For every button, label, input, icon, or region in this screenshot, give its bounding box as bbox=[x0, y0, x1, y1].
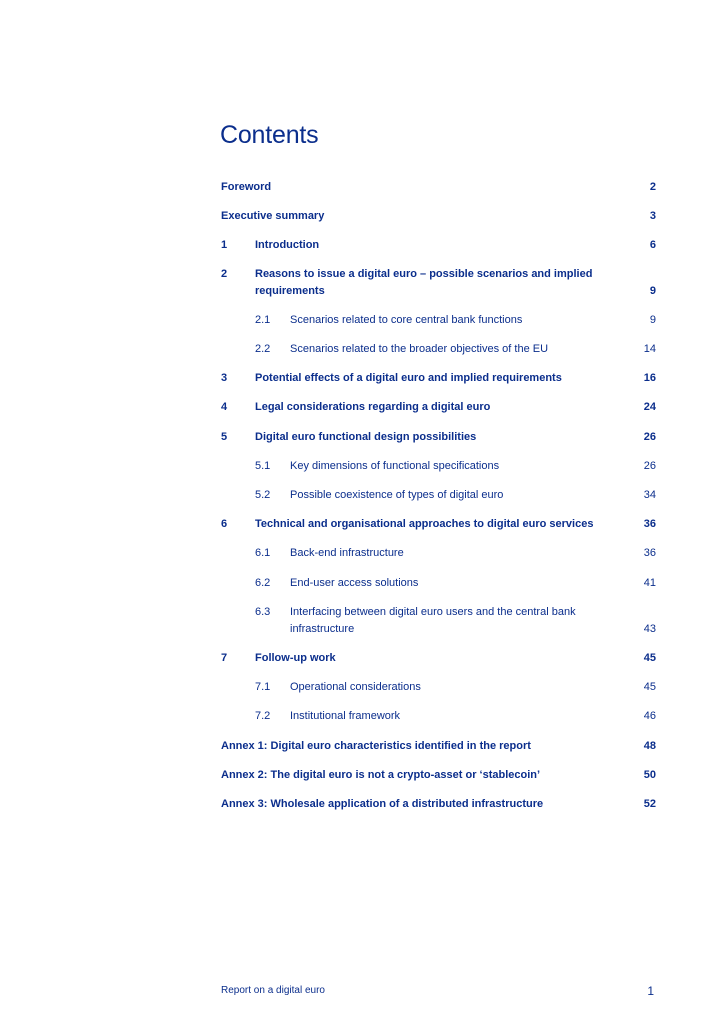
toc-entry-page: 43 bbox=[643, 623, 656, 635]
toc-entry-text: End-user access solutions bbox=[290, 577, 419, 589]
toc-entry-text: Operational considerations bbox=[290, 681, 421, 693]
toc-entry-text: Interfacing between digital euro users and the central bank infrastructure bbox=[290, 606, 576, 635]
toc-entry-text: Key dimensions of functional specifications bbox=[290, 460, 500, 472]
toc-entry-page: 24 bbox=[643, 401, 656, 413]
toc-entry-page: 48 bbox=[643, 740, 656, 752]
toc-entry-text: Possible coexistence of types of digital euro bbox=[290, 489, 504, 501]
toc-entry-text: Reasons to issue a digital euro – possible scenarios and implied requirements bbox=[255, 268, 593, 297]
toc-entry-number: 3 bbox=[221, 372, 228, 384]
toc-entry-page: 9 bbox=[649, 314, 656, 326]
toc-entry-page: 9 bbox=[649, 285, 656, 297]
toc-entry-text: Annex 2: The digital euro is not a crypto-asset or ‘stablecoin’ bbox=[221, 769, 541, 781]
toc-entry-page: 46 bbox=[643, 710, 656, 722]
toc-entry-page: 34 bbox=[643, 489, 656, 501]
toc-entry-page: 16 bbox=[643, 372, 656, 384]
toc-entry-text: Follow-up work bbox=[255, 652, 336, 664]
toc-entry-number: 6.3 bbox=[255, 606, 271, 618]
toc-entry-text: Potential effects of a digital euro and implied requirements bbox=[255, 372, 562, 384]
toc-entry-page: 52 bbox=[643, 798, 656, 810]
toc-entry-text: Annex 1: Digital euro characteristics identified in the report bbox=[221, 740, 531, 752]
page-title: Contents bbox=[220, 121, 319, 149]
toc-entry-number: 5 bbox=[221, 431, 228, 443]
toc-entry-number: 6 bbox=[221, 518, 228, 530]
toc-entry-page: 26 bbox=[643, 431, 656, 443]
toc-entry-number: 7.1 bbox=[255, 681, 271, 693]
toc-entry-text: Introduction bbox=[255, 239, 320, 251]
toc-entry-number: 7 bbox=[221, 652, 228, 664]
toc-entry-text: Institutional framework bbox=[290, 710, 401, 722]
footer-page-number: 1 bbox=[647, 984, 654, 998]
toc-entry-number: 2.2 bbox=[255, 343, 271, 355]
toc-entry-number: 1 bbox=[221, 239, 228, 251]
toc-entry-page: 26 bbox=[643, 460, 656, 472]
toc-entry-page: 3 bbox=[649, 210, 656, 222]
toc-entry-text: Legal considerations regarding a digital euro bbox=[255, 401, 491, 413]
toc-entry-page: 36 bbox=[643, 547, 656, 559]
toc-entry-number: 7.2 bbox=[255, 710, 271, 722]
toc-entry-text: Executive summary bbox=[221, 210, 325, 222]
toc-entry-page: 50 bbox=[643, 769, 656, 781]
toc-entry-text: Back-end infrastructure bbox=[290, 547, 404, 559]
toc-entry-page: 41 bbox=[643, 577, 656, 589]
toc-entry-text: Annex 3: Wholesale application of a distributed infrastructure bbox=[221, 798, 544, 810]
toc-entry-text: Scenarios related to the broader objectives of the EU bbox=[290, 343, 549, 355]
footer-report-title: Report on a digital euro bbox=[221, 985, 325, 996]
toc-entry-page: 45 bbox=[643, 681, 656, 693]
toc-entry-page: 36 bbox=[643, 518, 656, 530]
toc-entry-number: 6.2 bbox=[255, 577, 271, 589]
toc-entry-number: 2 bbox=[221, 268, 228, 280]
toc-entry-text: Digital euro functional design possibilities bbox=[255, 431, 477, 443]
toc-entry-page: 2 bbox=[649, 181, 656, 193]
toc-entry-page: 6 bbox=[649, 239, 656, 251]
toc-entry-page: 45 bbox=[643, 652, 656, 664]
toc-entry-number: 5.1 bbox=[255, 460, 271, 472]
toc-entry-text: Foreword bbox=[221, 181, 272, 193]
toc-entry-number: 2.1 bbox=[255, 314, 271, 326]
toc-entry-number: 4 bbox=[221, 401, 228, 413]
toc-entry-text: Scenarios related to core central bank functions bbox=[290, 314, 523, 326]
toc-entry-number: 6.1 bbox=[255, 547, 271, 559]
toc-entry-number: 5.2 bbox=[255, 489, 271, 501]
toc-entry-text: Technical and organisational approaches to digital euro services bbox=[255, 518, 594, 530]
toc-entry-page: 14 bbox=[643, 343, 656, 355]
